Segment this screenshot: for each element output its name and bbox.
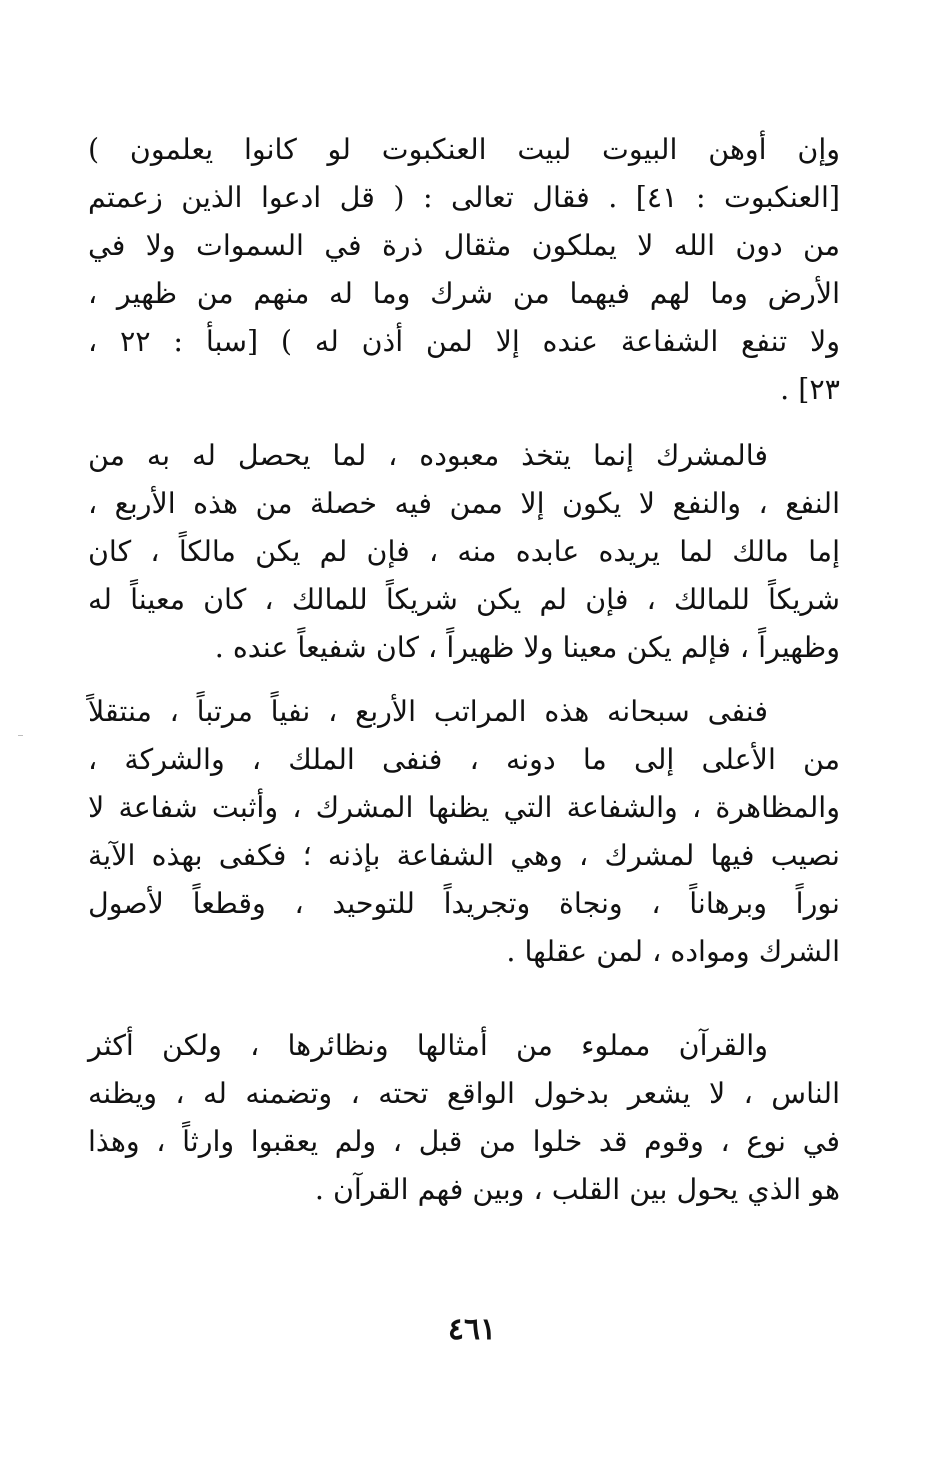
- margin-mark: [18, 735, 23, 736]
- text-line: نصيب فيها لمشرك ، وهي الشفاعة بإذنه ؛ فكفى بهذه الآية: [88, 839, 840, 872]
- text-line: فنفى سبحانه هذه المراتب الأربع ، نفياً مرتباً ، منتقلاً: [88, 695, 768, 728]
- paragraph-2: [88, 432, 840, 672]
- text-line: وظهيراً ، فإلم يكن معينا ولا ظهيراً ، كان شفيعاً عنده .: [214, 631, 840, 664]
- text-line: ٢٣] .: [780, 373, 840, 406]
- page-number: ٤٦١: [447, 1312, 497, 1347]
- text-line: والمظاهرة ، والشفاعة التي يظنها المشرك ، وأثبت شفاعة لا: [88, 791, 840, 824]
- text-line: هو الذي يحول بين القلب ، وبين فهم القرآن .: [314, 1173, 840, 1206]
- text-line: من دون الله لا يملكون مثقال ذرة في السموات ولا في: [88, 229, 840, 262]
- text-line: في نوع ، وقوم قد خلوا من قبل ، ولم يعقبوا وارثاً ، وهذا: [88, 1125, 840, 1158]
- text-line: والقرآن مملوء من أمثالها ونظائرها ، ولكن أكثر: [88, 1029, 768, 1062]
- text-line: النفع ، والنفع لا يكون إلا ممن فيه خصلة من هذه الأربع ،: [88, 487, 840, 520]
- text-line: نوراً وبرهاناً ، ونجاة وتجريداً للتوحيد ، وقطعاً لأصول: [88, 887, 840, 920]
- text-line: الشرك ومواده ، لمن عقلها .: [506, 935, 840, 968]
- text-line: إما مالك لما يريده عابده منه ، فإن لم يكن مالكاً ، كان: [88, 535, 840, 568]
- text-line: الأرض وما لهم فيهما من شرك وما له منهم من ظهير ،: [88, 277, 840, 310]
- text-line: الناس ، لا يشعر بدخول الواقع تحته ، وتضمنه له ، ويظنه: [88, 1077, 840, 1110]
- text-line: وإن أوهن البيوت لبيت العنكبوت لو كانوا يعلمون ): [88, 133, 840, 166]
- paragraph-3: [88, 688, 840, 976]
- text-line: ولا تنفع الشفاعة عنده إلا لمن أذن له ) [سبأ : ٢٢ ،: [88, 325, 840, 358]
- text-line: فالمشرك إنما يتخذ معبوده ، لما يحصل له به من: [88, 439, 768, 472]
- text-line: من الأعلى إلى ما دونه ، فنفى الملك ، والشركة ،: [88, 743, 840, 776]
- text-line: شريكاً للمالك ، فإن لم يكن شريكاً للمالك ، كان معيناً له: [88, 583, 840, 616]
- paragraph-1: [88, 126, 840, 414]
- paragraph-4: [88, 1022, 840, 1214]
- text-line: [العنكبوت : ٤١] . فقال تعالى : ( قل ادعوا الذين زعمتم: [88, 181, 840, 214]
